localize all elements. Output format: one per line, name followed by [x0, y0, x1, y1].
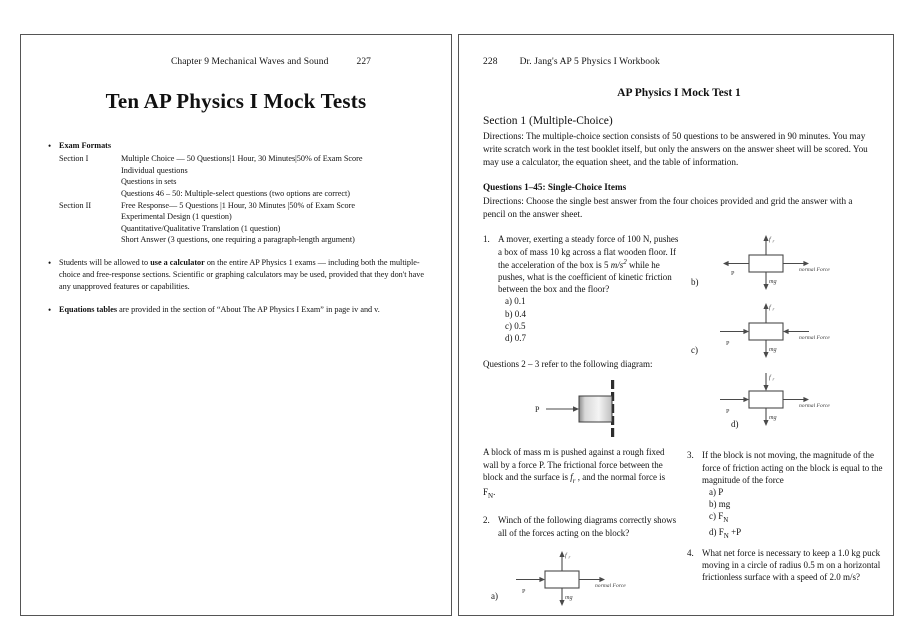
arrow-friction-up [559, 551, 564, 571]
choice-b[interactable]: b) 0.4 [505, 308, 526, 319]
questions-subheading: Questions 1–45: Single-Choice Items [483, 182, 627, 193]
fbd-option-c-label[interactable]: c) [691, 345, 698, 356]
label-weight: mg [769, 414, 777, 422]
format-section-label [59, 223, 121, 235]
arrow-weight-down [559, 588, 564, 606]
question-3 [687, 449, 883, 486]
bullet-marker-icon: • [48, 258, 52, 269]
arrow-friction-down [763, 373, 768, 391]
arrow-friction-up [763, 303, 768, 323]
label-friction-sub: r [568, 554, 571, 560]
choice-d-sub: N [723, 531, 729, 540]
question-1-choices [483, 295, 679, 344]
format-section-label [59, 165, 121, 177]
table-row [59, 200, 363, 212]
format-section-text: Multiple Choice — 50 Questions|1 Hour, 30 Minutes|50% of Exam Score [121, 153, 363, 163]
label-normal-force: normal Force [799, 267, 830, 274]
bullet-marker-icon: • [48, 305, 52, 315]
format-section-text: Questions 46 – 50: Multiple-select questions (two options are correct) [121, 188, 350, 198]
arrow-friction-up [763, 235, 768, 255]
running-head-page-number: 227 [356, 57, 372, 67]
question-3-text: If the block is not moving, the magnitude of the force of friction acting on the block is equal to the magnitude of the force [702, 450, 883, 485]
label-normal-force: normal Force [799, 403, 830, 410]
spacer [43, 248, 429, 257]
choice-c-sub: N [723, 516, 729, 525]
bullet-exam-formats-body [59, 140, 429, 246]
q1-units-italic: m/s [610, 259, 624, 270]
label-push: P [726, 408, 730, 416]
fbd-option-b-svg [687, 233, 867, 295]
format-section-label [59, 234, 121, 246]
calculator-text-after: on the entire AP Physics 1 exams — including both the multiple-choice and free-response sections. Scientific or graphing calculators may be used, provided that they don't have any unapproved features or capabilities. [59, 258, 425, 292]
calculator-text-before: Students will be allowed to [59, 258, 151, 268]
directions-paragraph-1: Directions: The multiple-choice section consists of 50 questions to be answered in 90 minutes. You may write scratch work in the test booklet itself, but only the answers on the answer sheet will be scored. You may use a calculator, the equation sheet, and the table of information. [483, 131, 868, 168]
block-shape [579, 396, 612, 422]
format-section-text: Short Answer (3 questions, one requiring a paragraph-length argument) [121, 235, 355, 245]
exam-format-table [59, 153, 363, 246]
table-row [59, 153, 363, 165]
bullet-exam-formats-heading: Exam Formats [59, 141, 112, 150]
fbd-option-c[interactable] [687, 301, 883, 363]
label-weight: mg [769, 278, 777, 286]
label-push: P [522, 587, 526, 595]
force-label-p: P [535, 405, 540, 415]
calculator-bold-lead: use a calculator [150, 258, 205, 268]
table-row [59, 188, 363, 200]
test-title: AP Physics I Mock Test 1 [617, 87, 741, 99]
arrow-push-left [723, 261, 749, 266]
table-row [59, 234, 363, 246]
arrow-normal-right [783, 397, 809, 402]
arrow-weight-down [763, 340, 768, 358]
q23-note-part3: . [493, 487, 496, 498]
label-normal-force: normal Force [799, 335, 830, 342]
arrow-weight-down [763, 272, 768, 290]
q23-note-fr: f [570, 471, 573, 482]
q1-text-part2: while he pushes, what is the coefficient of kinetic friction between the box and the floor? [498, 259, 672, 295]
exam-info-bullets [43, 140, 429, 317]
fbd-option-d-svg [687, 369, 867, 431]
arrow-push-right [516, 577, 545, 582]
bullet-marker-icon: • [48, 141, 52, 151]
running-head-chapter: Chapter 9 Mechanical Waves and Sound [170, 57, 329, 67]
question-2-number: 2. [483, 515, 490, 526]
page-title: Ten AP Physics I Mock Tests [105, 89, 367, 113]
wall-block-svg [483, 378, 673, 440]
q23-note-fr-sub: r [572, 476, 576, 485]
label-friction: f [769, 236, 771, 244]
fbd-option-c-svg [687, 301, 867, 363]
label-push: P [731, 270, 735, 278]
question-column-right [687, 233, 883, 611]
choice-c-text: c) F [709, 511, 724, 522]
choice-d-text: d) F [709, 526, 724, 537]
fbd-option-b-label[interactable]: b) [691, 277, 699, 288]
table-row [59, 165, 363, 177]
format-section-label: Section II [59, 200, 92, 210]
question-4-text: What net force is necessary to keep a 1.0 kg puck moving in a circle of radius 0.5 m on a horizontal frictionless surface with a speed of 2.0 m/s? [702, 547, 881, 583]
running-head-page-number: 228 [483, 57, 498, 67]
question-2 [483, 514, 679, 538]
question-3-choices [687, 486, 883, 541]
running-head-book-title: Dr. Jang's AP 5 Physics I Workbook [519, 57, 660, 67]
format-section-text: Experimental Design (1 question) [121, 212, 232, 222]
arrow-normal-right [579, 577, 605, 582]
fbd-option-a[interactable] [483, 549, 679, 611]
force-arrow-p [546, 406, 579, 412]
fbd-box [749, 255, 783, 272]
choice-d[interactable] [709, 526, 883, 541]
choice-d[interactable]: d) 0.7 [505, 332, 526, 343]
arrow-weight-down [763, 408, 768, 426]
label-weight: mg [565, 593, 573, 601]
format-section-text: Free Response— 5 Questions |1 Hour, 30 Minutes |50% of Exam Score [121, 200, 355, 210]
page-right [458, 34, 894, 616]
question-1-number: 1. [483, 234, 490, 245]
running-head-left [43, 57, 429, 67]
choice-c[interactable]: c) 0.5 [505, 320, 526, 331]
bullet-equations-tables [43, 304, 429, 317]
fbd-box [749, 391, 783, 408]
format-section-text: Individual questions [121, 165, 188, 175]
arrow-push-right [720, 397, 749, 402]
fbd-box [545, 571, 579, 588]
bullet-calculator-policy [43, 257, 429, 293]
fbd-option-d[interactable] [687, 369, 883, 431]
label-friction-sub: r [772, 306, 775, 312]
label-friction: f [565, 551, 567, 559]
question-3-number: 3. [687, 450, 694, 461]
table-row [59, 176, 363, 188]
two-page-spread [0, 34, 910, 616]
table-row [59, 211, 363, 223]
q23-note-part1: A block of mass m is pushed against a rough fixed wall by a force P. The frictional force between the block and the surface is [483, 447, 665, 482]
question-4-number: 4. [687, 547, 694, 558]
bullet-exam-formats [43, 140, 429, 246]
format-section-label [59, 211, 121, 223]
equations-text-after: are provided in the section of “About The AP Physics I Exam” in page iv and v. [117, 305, 380, 314]
choice-a[interactable]: a) P [709, 487, 724, 498]
q1-units-exponent: 2 [623, 257, 627, 266]
format-section-label: Section I [59, 153, 89, 163]
question-columns [483, 233, 883, 611]
q23-note-fn-sub: N [488, 491, 494, 500]
fbd-option-b[interactable] [687, 233, 883, 295]
questions-2-3-note [483, 446, 679, 501]
label-weight: mg [769, 346, 777, 354]
format-section-label [59, 176, 121, 188]
section-heading: Section 1 (Multiple-Choice) [483, 115, 613, 127]
fbd-option-d-label[interactable]: d) [731, 419, 739, 430]
question-column-left [483, 233, 679, 611]
arrow-normal-right [783, 261, 809, 266]
question-2-text: Winch of the following diagrams correctly shows all of the forces acting on the block? [498, 515, 677, 538]
question-1 [483, 233, 679, 295]
format-section-text: Questions in sets [121, 177, 177, 187]
question-4 [687, 547, 883, 584]
choice-d-tail: +P [728, 526, 742, 537]
label-friction: f [769, 374, 771, 382]
label-normal-force: normal Force [595, 582, 626, 589]
arrow-push-right [720, 329, 749, 334]
label-friction-sub: r [772, 376, 775, 382]
label-friction: f [769, 304, 771, 312]
q23-note-part2: , and the normal force is F [483, 471, 666, 498]
q1-text-part1: A mover, exerting a steady force of 100 N, pushes a box of mass 10 kg across a flat wooden floor. If the acceleration of the box is 5 [498, 234, 679, 270]
spacer [43, 295, 429, 304]
choice-b[interactable]: b) mg [709, 499, 731, 510]
questions-2-3-lead: Questions 2 – 3 refer to the following diagram: [483, 359, 653, 370]
equations-bold-lead: Equations tables [59, 305, 118, 314]
fbd-option-a-svg [483, 549, 658, 611]
page-left [20, 34, 452, 616]
running-head-right [483, 57, 875, 67]
choice-a[interactable]: a) 0.1 [505, 296, 526, 307]
label-friction-sub: r [772, 238, 775, 244]
wall-block-diagram [483, 378, 679, 440]
fbd-option-a-label[interactable]: a) [491, 590, 498, 601]
label-push: P [726, 340, 730, 348]
fbd-box [749, 323, 783, 340]
table-row [59, 223, 363, 235]
question-1-text [498, 233, 679, 295]
format-section-label [59, 188, 121, 200]
format-section-text: Quantitative/Qualitative Translation (1 question) [121, 223, 281, 233]
arrow-normal-left [783, 329, 809, 334]
bullet-equations-body [59, 304, 429, 317]
directions-paragraph-2: Directions: Choose the single best answer from the four choices provided and grid the answer with a pencil on the answer sheet. [483, 196, 853, 220]
choice-c[interactable] [709, 510, 883, 525]
bullet-calculator-body [59, 257, 429, 293]
